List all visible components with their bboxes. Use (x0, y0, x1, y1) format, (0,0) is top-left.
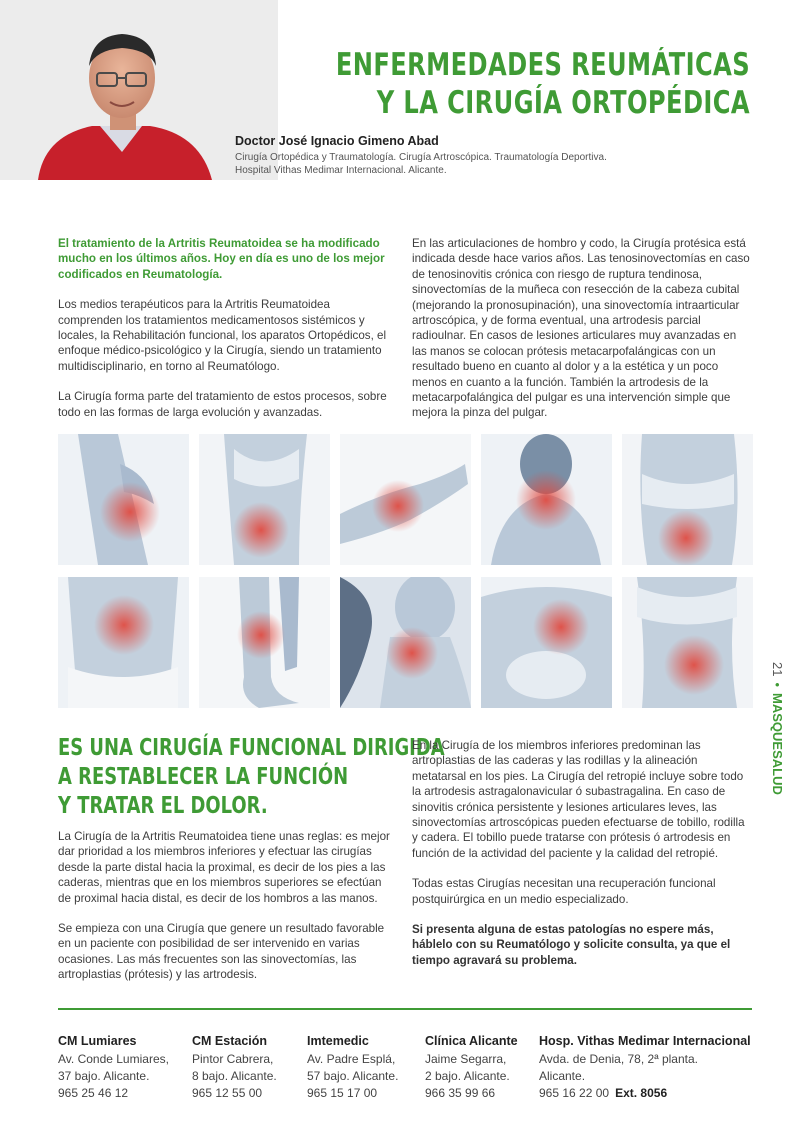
title-line: Y LA CIRUGÍA ORTOPÉDICA (376, 85, 750, 121)
author-specialty: Cirugía Ortopédica y Traumatología. Cirugía Artroscópica. Traumatología Deportiva. (235, 152, 607, 163)
heading-line: Y TRATAR EL DOLOR. (58, 793, 268, 819)
body-paragraph: Todas estas Cirugías necesitan una recuperación funcional postquirúrgica en un medio especializado. (412, 877, 716, 906)
location-address: Pintor Cabrera, (192, 1052, 274, 1066)
heading-line: A RESTABLECER LA FUNCIÓN (58, 764, 349, 790)
location-name: Imtemedic (307, 1034, 369, 1048)
body-paragraph: Los medios terapéuticos para la Artritis Reumatoidea comprenden los tratamientos medicamentosos sistémicos y locales, la Rehabilitación funcional, los aparatos Ortopédicos, el enfoque médico-psicológico y la Cirugía, siendo un tratamiento multidisciplinario, en torno al Reumatólogo. (58, 298, 387, 373)
footer-divider (58, 1008, 752, 1010)
page-number: 21 (770, 662, 785, 677)
location-city: 2 bajo. Alicante. (425, 1069, 510, 1083)
column-left-bottom (58, 829, 396, 998)
page-sidebar (752, 662, 792, 852)
location-city: 8 bajo. Alicante. (192, 1069, 277, 1083)
location-phone-line (539, 1085, 751, 1102)
location-phone: 965 15 17 00 (307, 1086, 378, 1100)
author-hospital: Hospital Vithas Medimar Internacional. Alicante. (235, 165, 447, 176)
body-paragraph: En las articulaciones de hombro y codo, la Cirugía protésica está indicada desde hace varios años. Las tenosinovectomías en caso de tenosinovitis crónica con riesgo de ruptura tendinosa, sinovectomías de la muñeca con resección de la cabeza cubital (mejorando la pronosupinación), una sinovectomía intraarticular artroscópica, y de forma eventual, una artrodesis parcial radioulnar. En casos de lesiones articulares muy avanzadas en las manos se colocan prótesis metacarpofalángicas con un resultado bueno en cuanto al dolor y a la estética y un poco menos en cuanto a la función. También la artrodesis de la metacarpofalángica del pulgar es una intervención simple que mejora la pinza del pulgar. (412, 237, 750, 420)
location-cm-lumiares (58, 1033, 169, 1102)
body-paragraph: La Cirugía de la Artritis Reumatoidea tiene unas reglas: es mejor dar prioridad a los miembros inferiores y efectuar las cirugías desde la parte distal hacia la proximal, es decir de los pies a las caderas, mientras que en los miembros superiores se efectúan de proximal hacia distal, es decir de los hombros a las manos. (58, 830, 390, 905)
body-paragraph: La Cirugía forma parte del tratamiento de estos procesos, sobre todo en las formas de larga evolución y avanzadas. (58, 390, 387, 419)
column-right-top (412, 236, 752, 436)
abdomen-pain-image (199, 434, 330, 565)
location-imtemedic (307, 1033, 398, 1102)
location-address: Av. Padre Esplá, (307, 1052, 396, 1066)
sidebar-label (770, 662, 785, 852)
hip-pain-image (58, 577, 189, 708)
location-hosp-vithas-medimar (539, 1033, 751, 1102)
body-paragraph: En la Cirugía de los miembros inferiores predominan las artroplastias de las caderas y las rodillas y la alineación metatarsal en los pies. La Cirugía del retropié incluye sobre todo la artrodesis astragalonavicular ó subastragalina. En caso de sinovitis crónica persistente y lesiones articulares leves, las sinovectomías artroscópicas pueden efectuarse de tobillo, rodilla y cadera. El tobillo puede tratarse con prótesis ó artrodesis en función de la actividad del paciente y la calidad del retropié. (412, 739, 745, 860)
title-line: ENFERMEDADES REUMÁTICAS (335, 47, 750, 83)
location-phone: 965 25 46 12 (58, 1086, 129, 1100)
location-extension: Ext. 8056 (615, 1086, 668, 1100)
location-city: Alicante. (539, 1069, 586, 1083)
location-city: 57 bajo. Alicante. (307, 1069, 399, 1083)
author-block (235, 134, 607, 177)
location-address: Avda. de Denia, 78, 2ª planta. (539, 1052, 698, 1066)
location-address: Jaime Segarra, (425, 1052, 507, 1066)
location-clinica-alicante (425, 1033, 518, 1102)
side-pain-image (622, 434, 753, 565)
location-phone: 965 12 55 00 (192, 1086, 263, 1100)
separator-dot: • (770, 682, 785, 688)
closing-paragraph: Si presenta alguna de estas patologías no espere más, háblelo con su Reumatólogo y solicite consulta, ya que el tiempo agravará su problema. (412, 923, 731, 967)
location-address: Av. Conde Lumiares, (58, 1052, 169, 1066)
neck-pain-image (481, 434, 612, 565)
column-left-top (58, 236, 396, 435)
pain-image-gallery (58, 434, 752, 708)
article-title (336, 46, 750, 122)
heading-line: ES UNA CIRUGÍA FUNCIONAL DIRIGIDA (58, 735, 445, 761)
back-pain-image (622, 577, 753, 708)
hand-pain-image (340, 434, 471, 565)
magazine-brand: MASQUESALUD (770, 693, 785, 795)
location-phone: 966 35 99 66 (425, 1086, 496, 1100)
location-name: Hosp. Vithas Medimar Internacional (539, 1034, 751, 1048)
body-paragraph: Se empieza con una Cirugía que genere un resultado favorable en un paciente con posibilidad de ser intervenido en varias ocasiones. Las más frecuentes son las sinovectomías, las artroplastias (prótesis) y las artrodesis. (58, 922, 385, 982)
author-name: Doctor José Ignacio Gimeno Abad (235, 134, 439, 148)
lead-paragraph: El tratamiento de la Artritis Reumatoidea se ha modificado mucho en los últimos años. Hoy en día es uno de los mejor codificados en Reumatología. (58, 237, 385, 281)
ankle-pain-image (199, 577, 330, 708)
chest-pain-image (481, 577, 612, 708)
column-right-bottom (412, 738, 752, 983)
location-name: CM Estación (192, 1034, 268, 1048)
location-phone: 965 16 22 00 (539, 1086, 610, 1100)
location-name: Clínica Alicante (425, 1034, 518, 1048)
neck-front-pain-image (340, 577, 471, 708)
location-name: CM Lumiares (58, 1034, 137, 1048)
location-cm-estacion (192, 1033, 277, 1102)
knee-pain-image (58, 434, 189, 565)
section-heading (58, 734, 445, 821)
location-city: 37 bajo. Alicante. (58, 1069, 150, 1083)
